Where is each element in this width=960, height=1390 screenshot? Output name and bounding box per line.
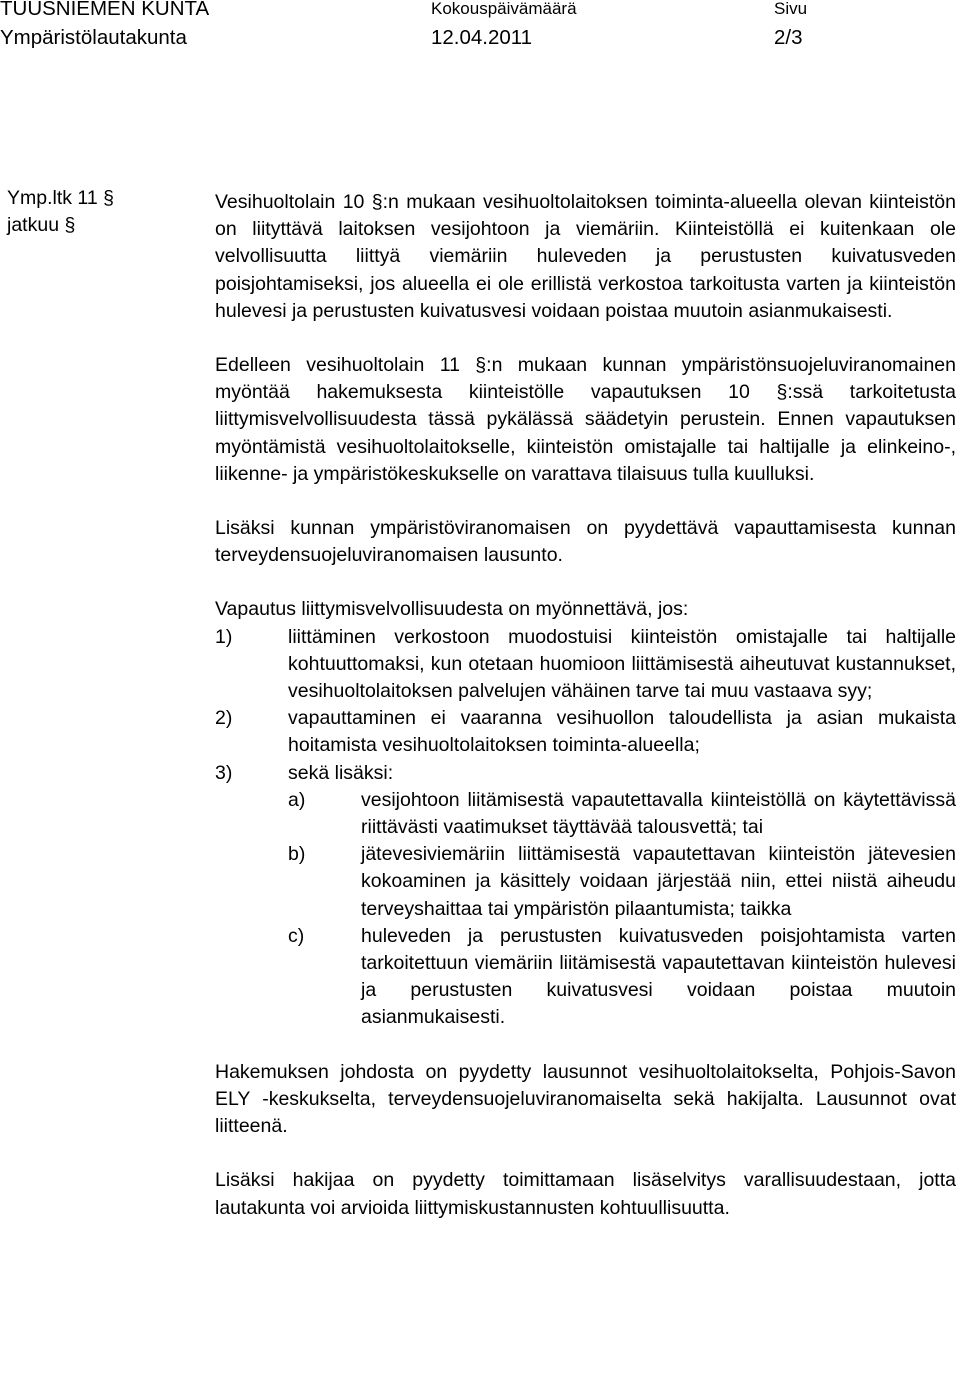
list-item (215, 624, 956, 706)
sub-item-letter: c) (288, 924, 305, 947)
list-item-number: 2) (215, 707, 233, 730)
page-label: Sivu (774, 0, 808, 18)
paragraph-5: Hakemuksen johdosta on pyydetty lausunnot vesihuoltolaitokselta, Pohjois-Savon ELY -keskukselta, terveydensuojeluviranomaiselta sekä hakijalta. Lausunnot ovat liitteenä. (215, 1060, 956, 1138)
list-item-number: 1) (215, 625, 233, 648)
list-item-text: vapauttaminen ei vaaranna vesihuollon taloudellista ja asian mukaista hoitamista vesihuoltolaitoksen toiminta-alueella; (288, 707, 956, 757)
list-item (215, 760, 956, 1032)
meeting-date-label: Kokouspäivämäärä (431, 0, 577, 18)
paragraph-2: Edelleen vesihuoltolain 11 §:n mukaan kunnan ympäristönsuojeluviranomainen myöntää hakemuksesta kiinteistölle vapautuksen 10 §:ssä tarkoitetusta liittymisvelvollisuudesta tässä pykälässä säädetyin perustein. Ennen vapautuksen myöntämistä vesihuoltolaitokselle, kiinteistön omistajalle tai haltijalle ja elinkeino-, liikenne- ja ympäristökeskukselle on varattava tilaisuus tulla kuulluksi. (215, 354, 956, 485)
sub-item-letter: a) (288, 788, 306, 811)
main-body (215, 189, 956, 1222)
sub-list (288, 787, 956, 1032)
list-item-text: liittäminen verkostoon muodostuisi kiinteistön omistajalle tai haltijalle kohtuuttomaksi, kun otetaan huomioon liittämisestä aiheutuvat kustannukset, vesihuoltolaitoksen palvelujen vähäinen tarve tai muu vastaava syy; (288, 625, 956, 703)
org-name: TUUSNIEMEN KUNTA (0, 0, 210, 20)
list-item-number: 3) (215, 761, 233, 784)
committee-name: Ympäristölautakunta (0, 26, 187, 49)
section-reference (7, 185, 114, 239)
list-item (215, 705, 956, 759)
list-item-text: sekä lisäksi: (288, 761, 394, 784)
sub-item-text: vesijohtoon liitämisestä vapautettavalla kiinteistöllä on käytettävissä riittävästi vaatimukset täyttävää talousvettä; tai (361, 788, 956, 839)
sub-item-letter: b) (288, 843, 306, 866)
sub-list-item (288, 841, 956, 923)
sub-list-item (288, 787, 956, 841)
header-row-1 (0, 0, 960, 23)
document-header (0, 0, 960, 52)
meeting-date: 12.04.2011 (431, 26, 533, 49)
list-item-body (288, 760, 956, 1032)
sub-item-text: jätevesiviemäriin liittämisestä vapautettavan kiinteistön jätevesien kokoaminen ja käsittely voidaan järjestää niin, ettei niistä aiheudu terveyshaittaa tai ympäristön pilaantumista; taikka (361, 843, 956, 920)
sub-item-text: huleveden ja perustusten kuivatusveden poisjohtamista varten tarkoitettuun viemäriin liitämisestä vapautettavan kiinteistön hulevesi ja perustusten kuivatusvesi voidaan poistaa muutoin asianmukaisesti. (361, 924, 956, 1029)
section-ref-line-1: Ymp.ltk 11 § (7, 187, 114, 209)
paragraph-4-intro: Vapautus liittymisvelvollisuudesta on myönnettävä, jos: (215, 598, 689, 621)
conditions-list (215, 624, 956, 1032)
header-row-2 (0, 23, 960, 52)
page-number: 2/3 (774, 26, 803, 49)
paragraph-1: Vesihuoltolain 10 §:n mukaan vesihuoltolaitoksen toiminta-alueella olevan kiinteistön on liityttävä laitoksen vesijohtoon ja viemäriin. Kiinteistöllä ei kuitenkaan ole velvollisuutta liittyä viemäriin huleveden ja perustusten kuivatusveden poisjohtamiseksi, jos alueella ei ole erillistä verkostoa tarkoitusta varten ja kiinteistön hulevesi ja perustusten kuivatusvesi voidaan poistaa muutoin asianmukaisesti. (215, 191, 956, 322)
section-ref-line-2: jatkuu § (7, 214, 76, 236)
sub-list-item (288, 923, 956, 1032)
paragraph-6: Lisäksi hakijaa on pyydetty toimittamaan lisäselvitys varallisuudestaan, jotta lautakunta voi arvioida liittymiskustannusten kohtuullisuutta. (215, 1169, 956, 1219)
paragraph-3: Lisäksi kunnan ympäristöviranomaisen on pyydettävä vapauttamisesta kunnan terveydensuojeluviranomaisen lausunto. (215, 517, 956, 567)
